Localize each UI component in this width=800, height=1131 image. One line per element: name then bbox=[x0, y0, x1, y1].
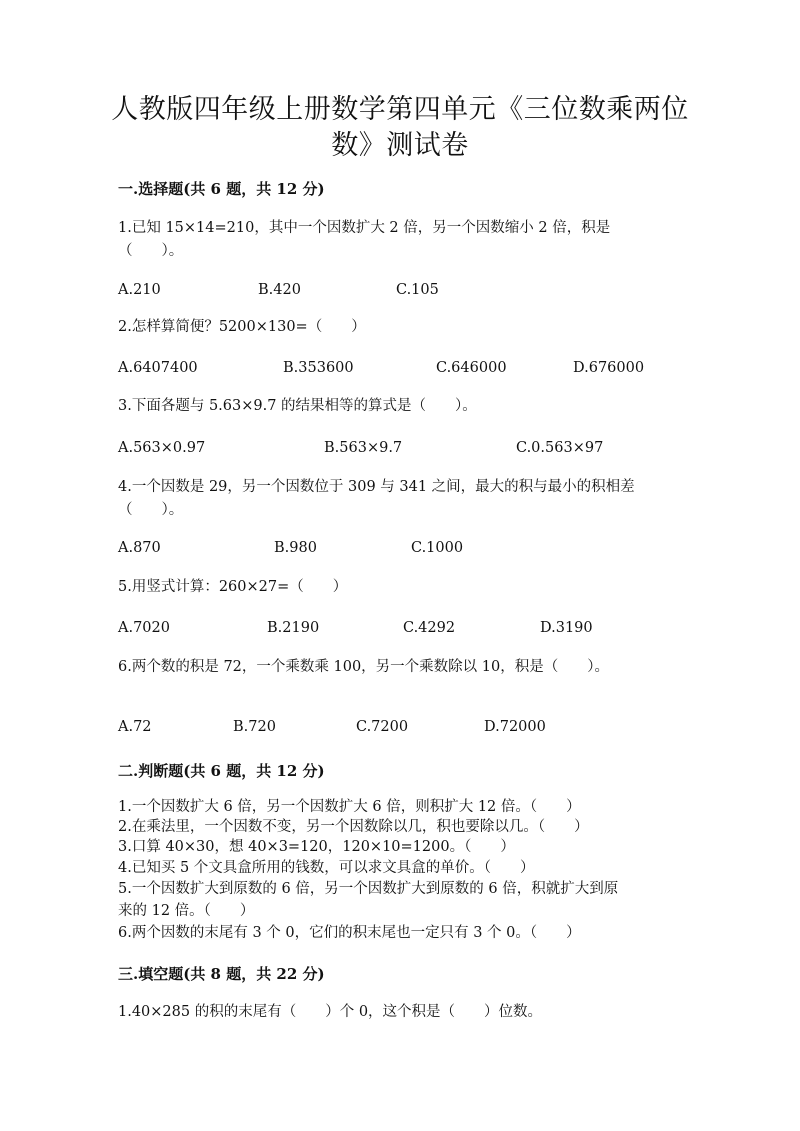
title-line-1: 人教版四年级上册数学第四单元《三位数乘两位 bbox=[111, 94, 689, 125]
question-text bbox=[118, 395, 477, 418]
judgment-line: 5.一个因数扩大到原数的 6 倍，另一个因数扩大到原数的 6 倍，积就扩大到原 bbox=[118, 881, 619, 897]
question-text bbox=[118, 476, 635, 522]
option-d: D.72000 bbox=[484, 719, 546, 735]
question-text bbox=[118, 217, 610, 263]
option-a: A.7020 bbox=[118, 620, 170, 636]
option-b: B.720 bbox=[233, 719, 276, 735]
option-c: C.1000 bbox=[411, 540, 464, 556]
question-line: 6.两个数的积是 72，一个乘数乘 100，另一个乘数除以 10，积是（ ）。 bbox=[118, 659, 609, 675]
question-text bbox=[118, 656, 609, 679]
option-a: A.870 bbox=[118, 540, 161, 556]
question-line: 2.怎样算简便？5200×130=（ ） bbox=[118, 319, 366, 335]
option-a: A.6407400 bbox=[118, 360, 198, 376]
question-text bbox=[118, 576, 347, 599]
question-line: （ ）。 bbox=[118, 243, 184, 259]
option-b: B.353600 bbox=[283, 360, 354, 376]
option-b: B.980 bbox=[274, 540, 317, 556]
option-b: B.2190 bbox=[267, 620, 320, 636]
judgment-line: 4.已知买 5 个文具盒所用的钱数，可以求文具盒的单价。（ ） bbox=[118, 860, 535, 876]
judgment-line: 1.一个因数扩大 6 倍，另一个因数扩大 6 倍，则积扩大 12 倍。（ ） bbox=[118, 799, 581, 815]
option-b: B.563×9.7 bbox=[324, 440, 403, 456]
option-a: A.72 bbox=[118, 719, 152, 735]
option-c: C.0.563×97 bbox=[516, 440, 604, 456]
option-b: B.420 bbox=[258, 282, 301, 298]
option-c: C.4292 bbox=[403, 620, 456, 636]
option-c: C.646000 bbox=[436, 360, 507, 376]
title-line-2: 数》测试卷 bbox=[331, 130, 469, 161]
question-line: 3.下面各题与 5.63×9.7 的结果相等的算式是（ ）。 bbox=[118, 398, 477, 414]
option-c: C.105 bbox=[396, 282, 439, 298]
page-title bbox=[110, 92, 690, 164]
option-d: D.676000 bbox=[573, 360, 645, 376]
option-c: C.7200 bbox=[356, 719, 409, 735]
question-line: （ ）。 bbox=[118, 502, 184, 518]
question-line: 5.用竖式计算：260×27=（ ） bbox=[118, 579, 348, 595]
option-d: D.3190 bbox=[540, 620, 593, 636]
section-heading-choice: 一.选择题(共 6 题，共 12 分) bbox=[118, 180, 325, 198]
judgment-line: 6.两个因数的末尾有 3 个 0，它们的积末尾也一定只有 3 个 0。（ ） bbox=[118, 925, 581, 941]
option-a: A.210 bbox=[118, 282, 161, 298]
judgment-line: 2.在乘法里，一个因数不变，另一个因数除以几，积也要除以几。（ ） bbox=[118, 819, 589, 835]
judgment-line: 来的 12 倍。（ ） bbox=[118, 903, 255, 919]
fill-question-line: 1.40×285 的积的末尾有（ ）个 0，这个积是（ ）位数。 bbox=[118, 1004, 543, 1020]
section-heading-judgment: 二.判断题(共 6 题，共 12 分) bbox=[118, 762, 325, 780]
section-heading-fill: 三.填空题(共 8 题，共 22 分) bbox=[118, 965, 325, 983]
question-line: 1.已知 15×14=210，其中一个因数扩大 2 倍，另一个因数缩小 2 倍，积是 bbox=[118, 220, 611, 236]
question-line: 4.一个因数是 29，另一个因数位于 309 与 341 之间，最大的积与最小的积相差 bbox=[118, 479, 635, 495]
option-a: A.563×0.97 bbox=[118, 440, 206, 456]
judgment-line: 3.口算 40×30，想 40×3=120，120×10=1200。（ ） bbox=[118, 839, 515, 855]
question-text bbox=[118, 316, 366, 339]
